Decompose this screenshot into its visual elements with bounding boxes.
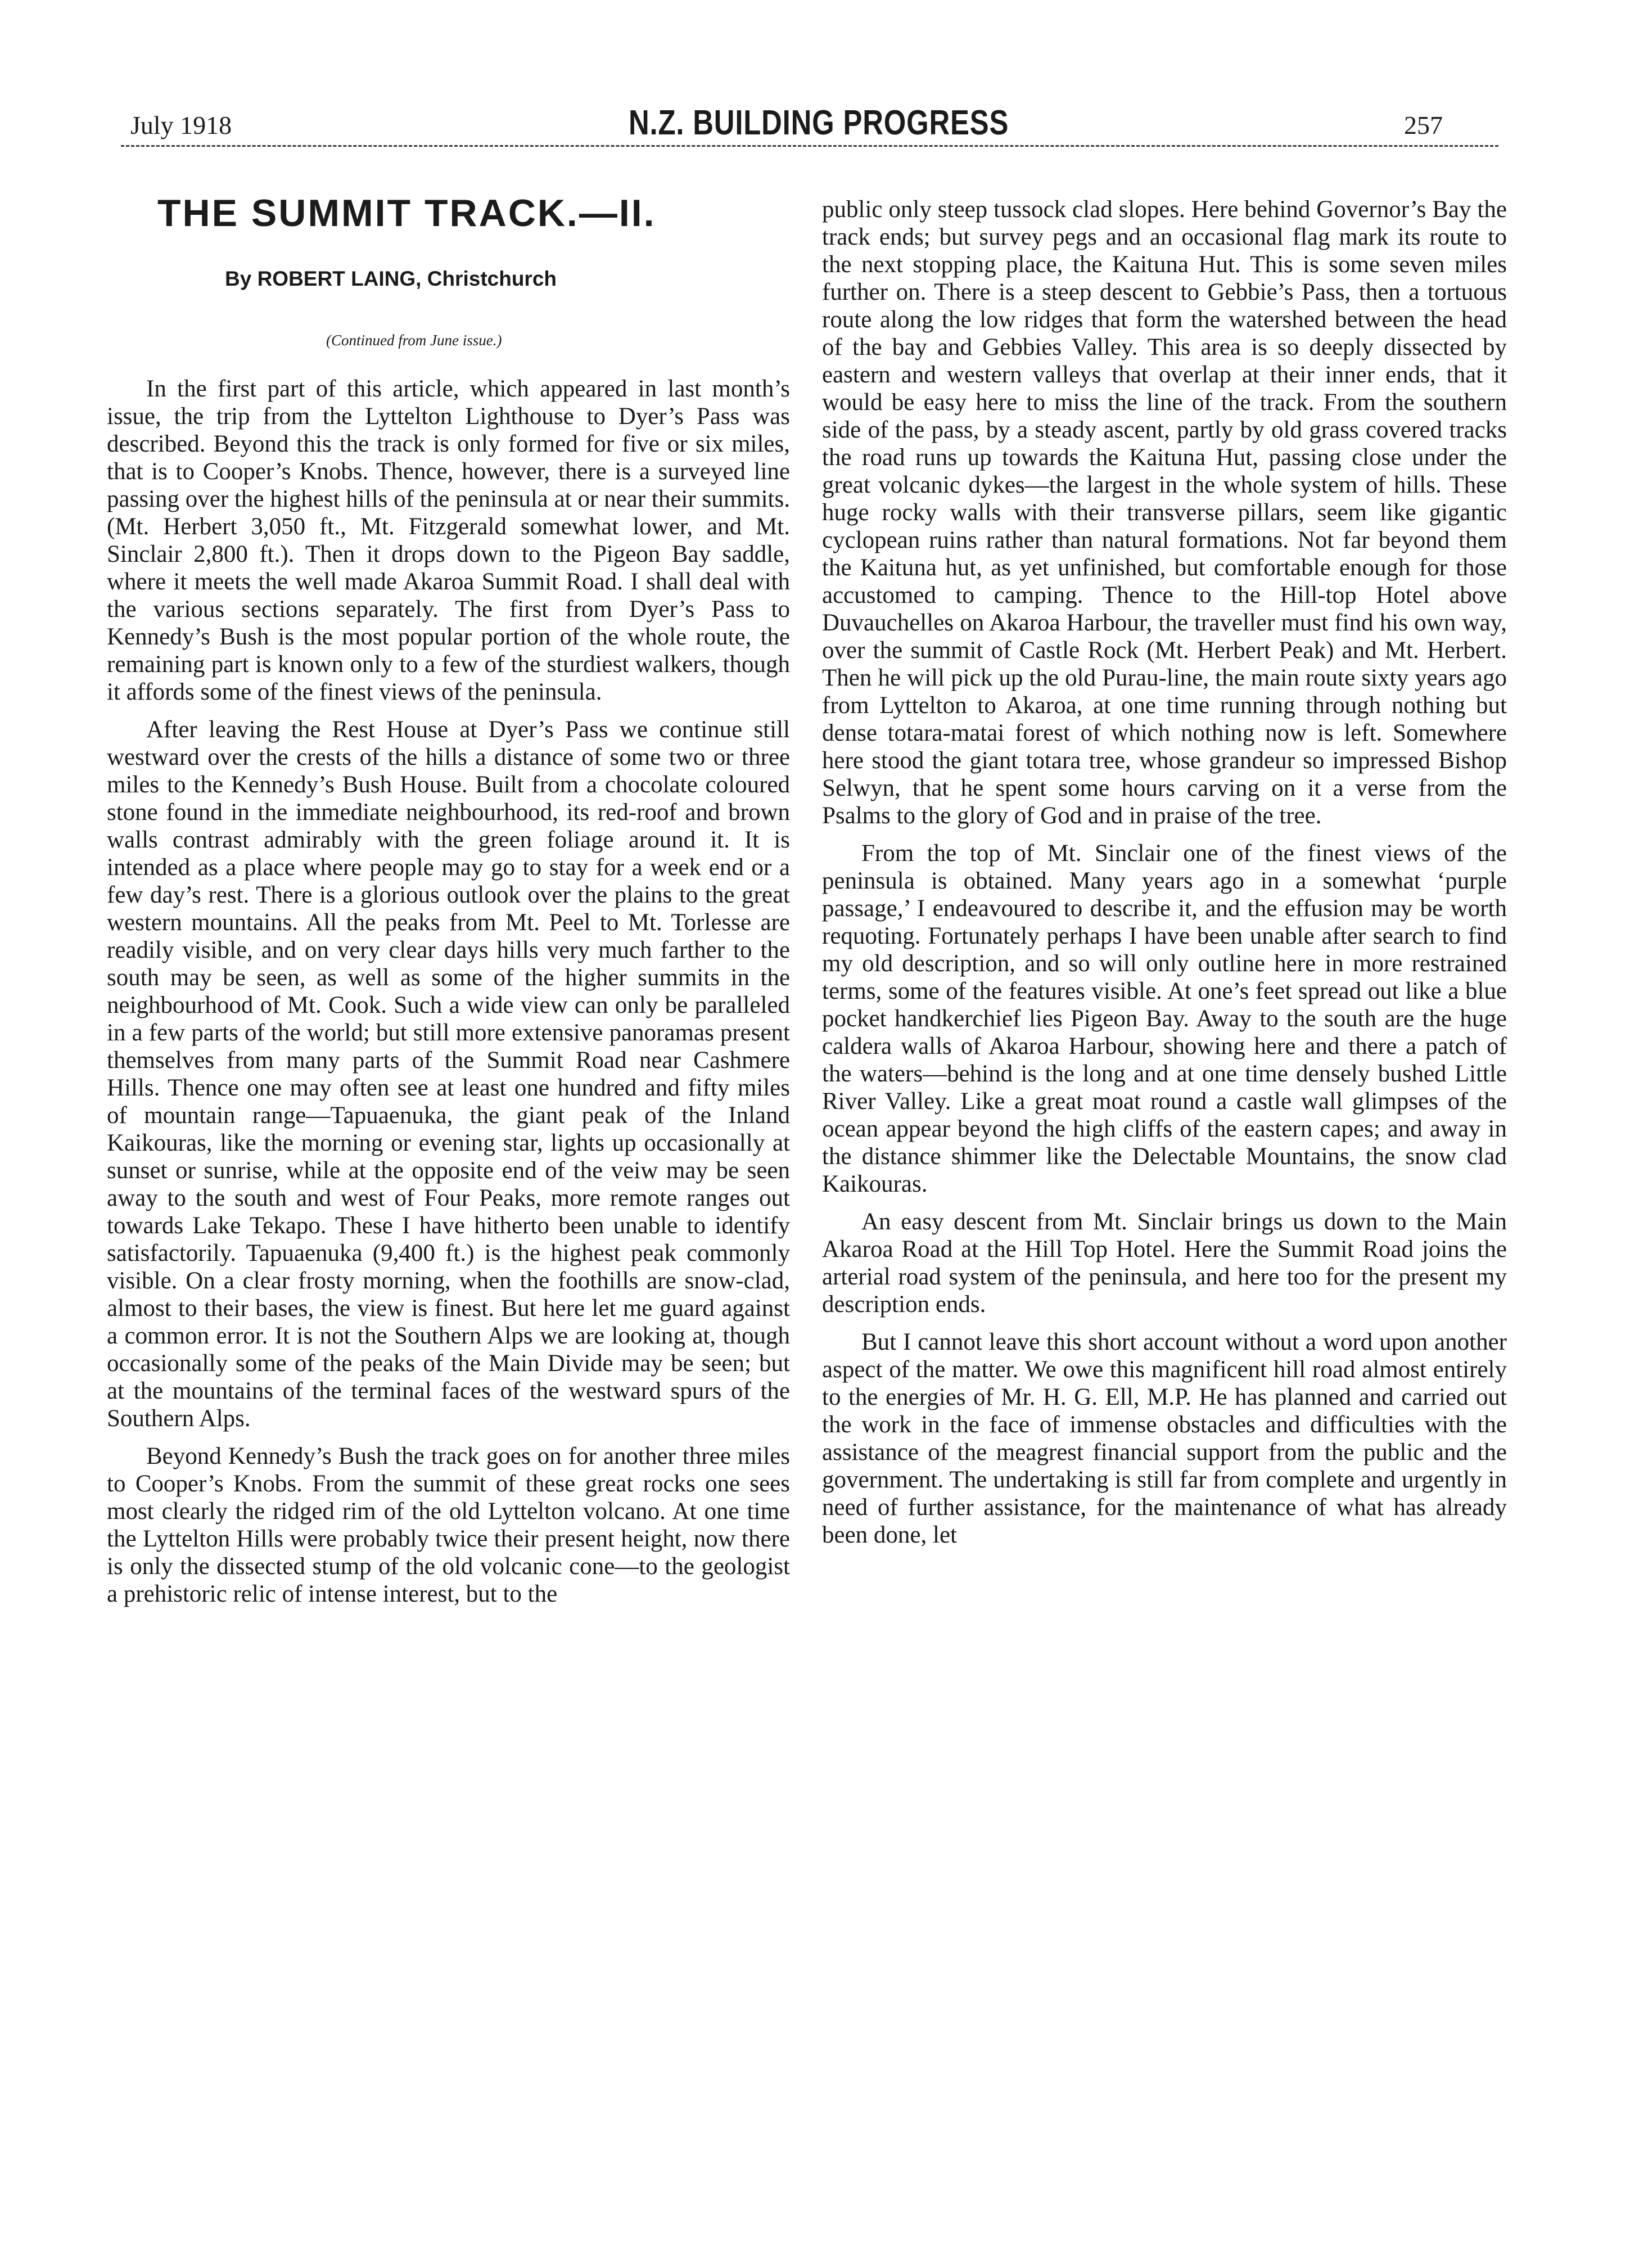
- paragraph: Beyond Kennedy’s Bush the track goes on for another three miles to Cooper’s Knobs. From the summit of these great rocks one sees most clearly the ridged rim of the old Lyttelton volcano. At one time the Lyttelton Hills were probably twice their present height, now there is only the dissected stump of the old volcanic cone—to the geologist a prehistoric relic of intense interest, but to the: [107, 1443, 790, 1607]
- header-divider: [121, 145, 1498, 147]
- issue-date: July 1918: [130, 111, 232, 139]
- paragraph: But I cannot leave this short account without a word upon another aspect of the matter. We owe this magnificent hill road almost entirely to the energies of Mr. H. G. Ell, M.P. He has planned and carried out the work in the face of immense obstacles and difficulties with the assistance of the meagrest financial support from the public and the government. The undertaking is still far from complete and urgently in need of further assistance, for the maintenance of what has already been done, let: [822, 1329, 1507, 1548]
- continued-note: (Continued from June issue.): [326, 332, 502, 349]
- paragraph: public only steep tussock clad slopes. Here behind Governor’s Bay the track ends; but survey pegs and an occasional flag mark its route to the next stopping place, the Kaituna Hut. This is some seven miles further on. There is a steep descent to Gebbie’s Pass, then a tortuous route along the low ridges that form the watershed between the head of the bay and Gebbies Valley. This area is so deeply dissected by eastern and western valleys that overlap at their inner ends, that it would be easy here to miss the line of the track. From the southern side of the pass, by a steady ascent, partly by old grass covered tracks the road runs up towards the Kaituna Hut, passing close under the great volcanic dykes—the largest in the whole system of hills. These huge rocky walls with their transverse pillars, seem like gigantic cyclopean ruins rather than natural formations. Not far beyond them the Kaituna hut, as yet unfinished, but comfortable enough for those accustomed to camping. Thence to the Hill-top Hotel above Duvauchelles on Akaroa Harbour, the traveller must find his own way, over the summit of Castle Rock (Mt. Herbert Peak) and Mt. Herbert. Then he will pick up the old Purau-line, the main route sixty years ago from Lyttelton to Akaroa, at one time running through nothing but dense totara-matai forest of which nothing now is left. Somewhere here stood the giant totara tree, whose grandeur so impressed Bishop Selwyn, that he spent some hours carving on it a verse from the Psalms to the glory of God and in praise of the tree.: [822, 196, 1507, 829]
- page-number: 257: [1404, 111, 1443, 139]
- paragraph: After leaving the Rest House at Dyer’s Pass we continue still westward over the crests of the hills a distance of some two or three miles to the Kennedy’s Bush House. Built from a chocolate coloured stone found in the immediate neighbourhood, its red-roof and brown walls contrast admirably with the green foliage around it. It is intended as a place where people may go to stay for a week end or a few day’s rest. There is a glorious outlook over the plains to the great western mountains. All the peaks from Mt. Peel to Mt. Torlesse are readily visible, and on very clear days hills very much farther to the south may be seen, as well as some of the higher summits in the neighbourhood of Mt. Cook. Such a wide view can only be paralleled in a few parts of the world; but still more extensive panoramas present themselves from many parts of the Summit Road near Cashmere Hills. Thence one may often see at least one hundred and fifty miles of mountain range—Tapuaenuka, the giant peak of the Inland Kaikouras, like the morning or evening star, lights up occasionally at sunset or sunrise, while at the opposite end of the veiw may be seen away to the south and west of Four Peaks, more remote ranges out towards Lake Tekapo. These I have hitherto been unable to identify satisfactorily. Tapuaenuka (9,400 ft.) is the highest peak commonly visible. On a clear frosty morning, when the foothills are snow-clad, almost to their bases, the view is finest. But here let me guard against a common error. It is not the Southern Alps we are looking at, though occasionally some of the peaks of the Main Divide may be seen; but at the mountains of the terminal faces of the westward spurs of the Southern Alps.: [107, 716, 790, 1432]
- paragraph: An easy descent from Mt. Sinclair brings us down to the Main Akaroa Road at the Hill Top Hotel. Here the Summit Road joins the arterial road system of the peninsula, and here too for the present my description ends.: [822, 1209, 1507, 1318]
- paragraph: From the top of Mt. Sinclair one of the finest views of the peninsula is obtained. Many years ago in a somewhat ‘purple passage,’ I endeavoured to describe it, and the effusion may be worth requoting. Fortunately perhaps I have been unable after search to find my old description, and so will only outline here in more restrained terms, some of the features visible. At one’s feet spread out like a blue pocket handkerchief lies Pigeon Bay. Away to the south are the huge caldera walls of Akaroa Harbour, showing here and there a patch of the waters—behind is the long and at one time densely bushed Little River Valley. Like a great moat round a castle wall glimpses of the ocean appear beyond the high cliffs of the eastern capes; and away in the distance shimmer like the Delectable Mountains, the snow clad Kaikouras.: [822, 840, 1507, 1197]
- paragraph: In the first part of this article, which appeared in last month’s issue, the trip from the Lyttelton Lighthouse to Dyer’s Pass was described. Beyond this the track is only formed for five or six miles, that is to Cooper’s Knobs. Thence, however, there is a surveyed line passing over the highest hills of the peninsula at or near their summits. (Mt. Herbert 3,050 ft., Mt. Fitzgerald somewhat lower, and Mt. Sinclair 2,800 ft.). Then it drops down to the Pigeon Bay saddle, where it meets the well made Akaroa Summit Road. I shall deal with the various sections separately. The first from Dyer’s Pass to Kennedy’s Bush is the most popular portion of the whole route, the remaining part is known only to a few of the sturdiest walkers, though it affords some of the finest views of the peninsula.: [107, 376, 790, 705]
- journal-title: N.Z. BUILDING PROGRESS: [629, 103, 1009, 142]
- right-column: [822, 196, 1507, 1549]
- left-column: [107, 375, 790, 1608]
- article-title: THE SUMMIT TRACK.—II.: [157, 192, 656, 235]
- article-byline: By ROBERT LAING, Christchurch: [225, 267, 557, 290]
